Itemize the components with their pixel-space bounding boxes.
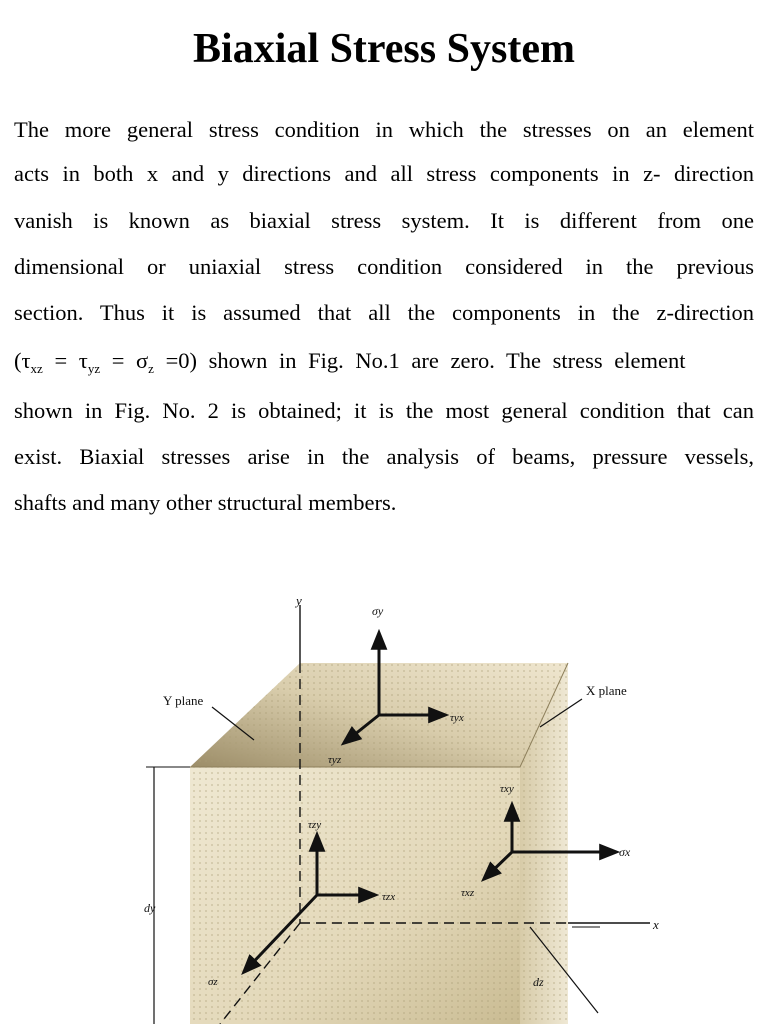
- paragraph-line-formula: $(\tau_{xz} = \tau_{yz} = \sigma_z =0)$ shown in Fig. No.1 are zero. The stress element: [14, 348, 686, 376]
- paragraph-line: shafts and many other structural members.: [14, 490, 397, 515]
- tau-zy-label: τzy: [308, 819, 322, 831]
- paragraph-line: exist. Biaxial stresses arise in the analysis of beams, pressure vessels,: [14, 444, 754, 469]
- sigma-z-label: σz: [208, 976, 218, 988]
- tau-xz-label: τxz: [461, 887, 475, 899]
- paragraph-line: acts in both x and y directions and all stress components in z- direction: [14, 161, 754, 186]
- y-plane-label: Y plane: [163, 693, 204, 708]
- tau-yx-label: τyx: [450, 712, 464, 724]
- paragraph-line: section. Thus it is assumed that all the components in the z-direction: [14, 300, 754, 325]
- dz-label: dz: [533, 975, 544, 989]
- dy-label: dy: [144, 901, 156, 915]
- paragraph-line: The more general stress condition in which the stresses on an element: [14, 117, 754, 142]
- sigma-y-label: σy: [372, 604, 384, 618]
- page-title: Biaxial Stress System: [193, 26, 575, 72]
- tau-yz-label: τyz: [328, 754, 342, 766]
- sigma-x-label: σx: [619, 845, 631, 859]
- y-axis-label: y: [296, 593, 302, 608]
- paragraph-line: vanish is known as biaxial stress system. It is different from one: [14, 208, 754, 233]
- x-axis-label: x: [653, 917, 659, 932]
- tau-xy-label: τxy: [500, 783, 514, 795]
- x-plane-label: X plane: [586, 683, 627, 698]
- paragraph-line: shown in Fig. No. 2 is obtained; it is the most general condition that can: [14, 398, 754, 423]
- paragraph-line: dimensional or uniaxial stress condition considered in the previous: [14, 254, 754, 279]
- stress-element-figure: [120, 585, 680, 1024]
- tau-zx-label: τzx: [382, 891, 396, 903]
